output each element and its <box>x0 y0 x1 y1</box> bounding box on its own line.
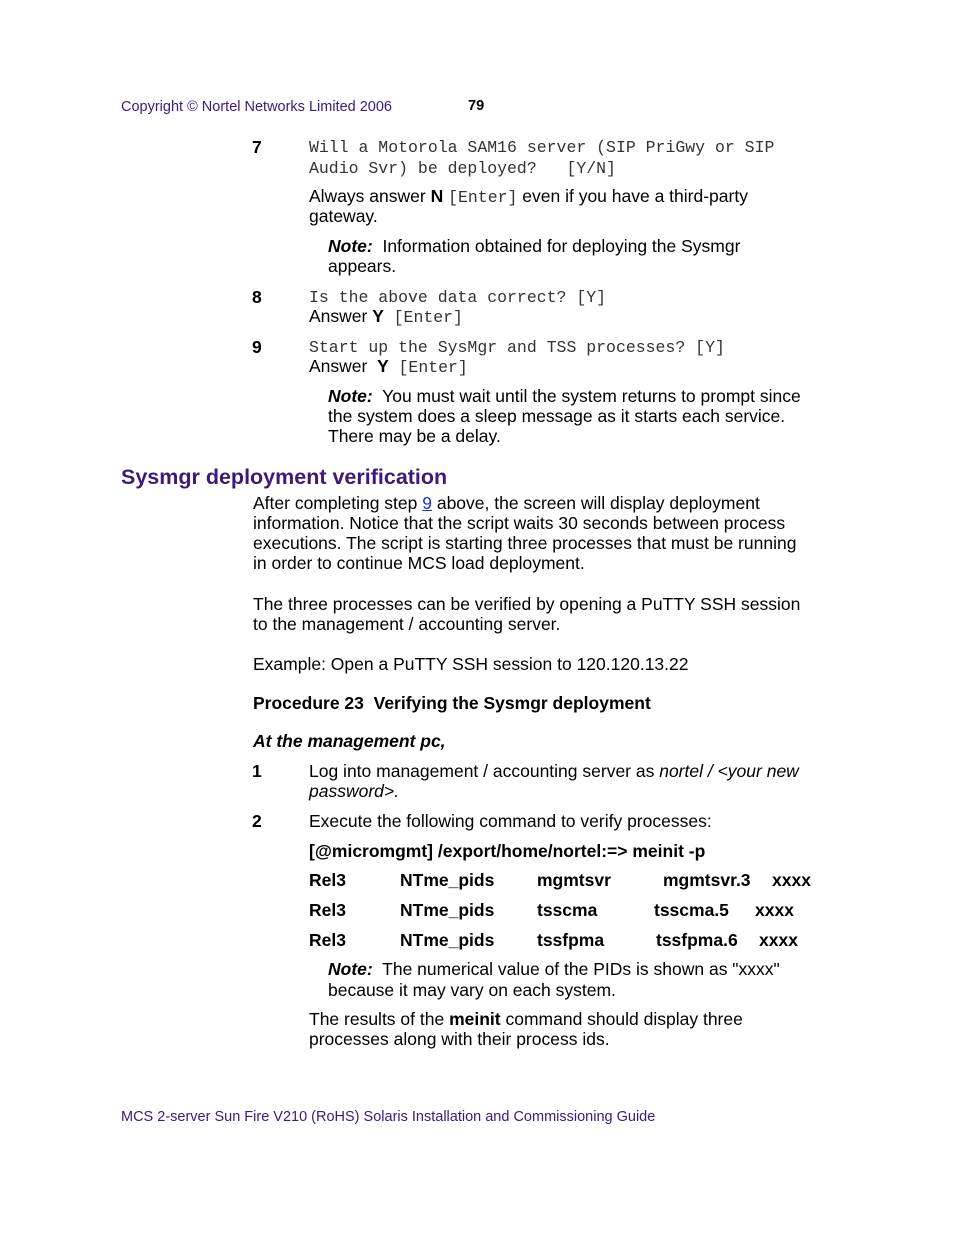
note: Note: Information obtained for deploying the Sysmgr <box>328 236 741 256</box>
note: There may be a delay. <box>328 426 501 446</box>
table-cell: Rel3 <box>309 930 346 950</box>
step-number: 1 <box>252 761 262 781</box>
copyright-text: Copyright © Nortel Networks Limited 2006 <box>121 99 392 115</box>
results-text: processes along with their process ids. <box>309 1029 610 1049</box>
procedure-title: Procedure 23 Verifying the Sysmgr deployment <box>253 693 651 713</box>
footer-title: MCS 2-server Sun Fire V210 (RoHS) Solaris Installation and Commissioning Guide <box>121 1109 656 1125</box>
page-number: 79 <box>468 98 485 114</box>
step-number: 9 <box>252 337 262 357</box>
paragraph: in order to continue MCS load deployment. <box>253 553 585 573</box>
answer-text: Answer Y [Enter] <box>309 356 468 377</box>
prompt-text: Audio Svr) be deployed? [Y/N] <box>309 159 616 178</box>
table-cell: tsscma <box>537 900 598 920</box>
step-number: 8 <box>252 287 262 307</box>
command-text: [@micromgmt] /export/home/nortel:=> meinit -p <box>309 841 706 861</box>
note: the system does a sleep message as it starts each service. <box>328 406 786 426</box>
paragraph: executions. The script is starting three processes that must be running <box>253 533 797 553</box>
section-heading: Sysmgr deployment verification <box>121 465 448 489</box>
table-cell: tssfpma.6 <box>656 930 738 950</box>
instruction-text: gateway. <box>309 206 378 226</box>
table-cell: NTme_pids <box>400 870 495 890</box>
note: because it may vary on each system. <box>328 980 616 1000</box>
table-cell: xxxx <box>759 930 798 950</box>
step-text: Log into management / accounting server as nortel / <your new <box>309 761 799 781</box>
note: Note: The numerical value of the PIDs is shown as "xxxx" <box>328 959 780 979</box>
note: appears. <box>328 256 397 276</box>
table-cell: Rel3 <box>309 870 346 890</box>
step-number: 7 <box>252 137 262 157</box>
table-cell: tsscma.5 <box>654 900 729 920</box>
prompt-text: Start up the SysMgr and TSS processes? [Y] <box>309 338 725 357</box>
prompt-text: Will a Motorola SAM16 server (SIP PriGwy or SIP <box>309 138 775 157</box>
note: Note: You must wait until the system returns to prompt since <box>328 386 801 406</box>
table-cell: mgmtsvr <box>537 870 611 890</box>
paragraph: to the management / accounting server. <box>253 614 561 634</box>
instruction-text: Always answer N [Enter] even if you have a third-party <box>309 186 748 207</box>
paragraph: Example: Open a PuTTY SSH session to 120.120.13.22 <box>253 654 689 674</box>
answer-text: Answer Y [Enter] <box>309 306 463 327</box>
table-cell: xxxx <box>772 870 811 890</box>
step-text: Execute the following command to verify processes: <box>309 811 712 831</box>
results-text: The results of the meinit command should display three <box>309 1009 743 1029</box>
step-number: 2 <box>252 811 262 831</box>
step-9-link[interactable]: 9 <box>422 493 432 513</box>
paragraph: information. Notice that the script waits 30 seconds between process <box>253 513 786 533</box>
prompt-text: Is the above data correct? [Y] <box>309 288 607 307</box>
table-cell: xxxx <box>755 900 794 920</box>
paragraph: The three processes can be verified by opening a PuTTY SSH session <box>253 594 801 614</box>
table-cell: mgmtsvr.3 <box>663 870 751 890</box>
table-cell: NTme_pids <box>400 900 495 920</box>
table-cell: tssfpma <box>537 930 605 950</box>
step-text: password>. <box>309 781 399 801</box>
table-cell: NTme_pids <box>400 930 495 950</box>
procedure-location: At the management pc, <box>253 731 446 751</box>
table-cell: Rel3 <box>309 900 346 920</box>
paragraph: After completing step 9 above, the screen will display deployment <box>253 493 760 513</box>
